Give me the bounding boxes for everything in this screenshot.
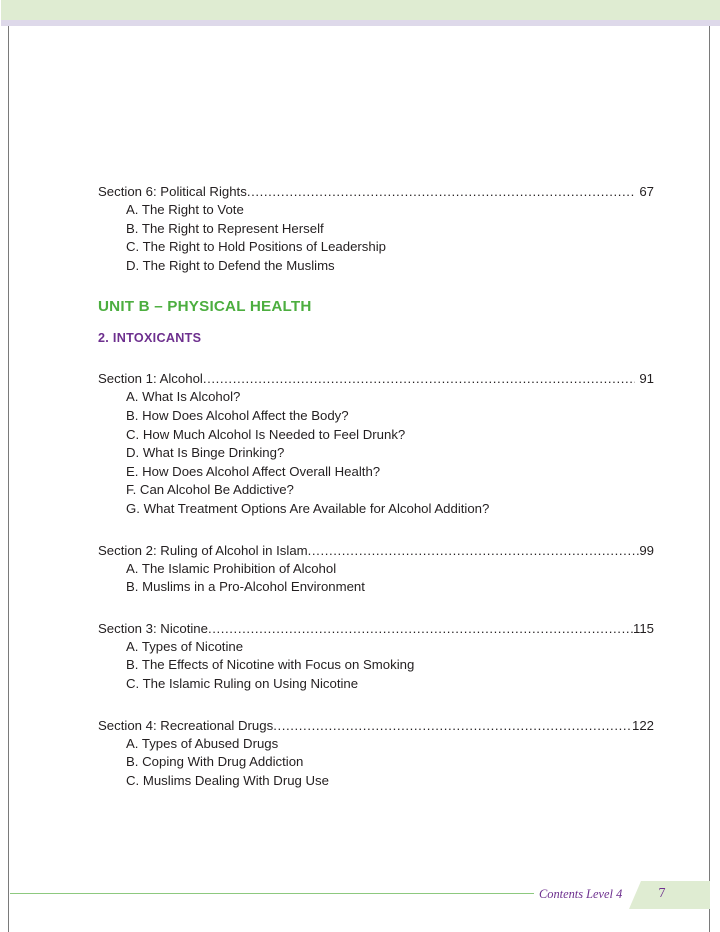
- toc-page-number: 122: [631, 717, 654, 733]
- list-item: B. The Effects of Nicotine with Focus on Smoking: [126, 657, 415, 673]
- spacer: [98, 597, 654, 619]
- list-item: B. Muslims in a Pro-Alcohol Environment: [126, 579, 365, 595]
- toc-page-number: 91: [639, 371, 654, 387]
- dot-leader: [308, 545, 640, 560]
- list-item: E. How Does Alcohol Affect Overall Health?: [126, 463, 381, 479]
- toc-section-title: Section 1: Alcohol: [98, 371, 203, 387]
- toc-entry: [98, 716, 654, 791]
- list-item: A. What Is Alcohol?: [126, 389, 241, 405]
- toc-section-line[interactable]: [98, 182, 654, 201]
- list-item: C. The Islamic Ruling on Using Nicotine: [126, 675, 359, 691]
- list-item: B. The Right to Represent Herself: [126, 220, 324, 236]
- header-green-band: [1, 0, 720, 20]
- dot-leader: [273, 720, 632, 735]
- spacer: [98, 519, 654, 541]
- footer-label: Contents Level 4: [539, 887, 623, 901]
- footer-divider-rule: [10, 893, 534, 894]
- page-footer: [9, 885, 711, 919]
- list-item: B. How Does Alcohol Affect the Body?: [126, 407, 349, 423]
- toc-entry: [98, 182, 654, 275]
- spacer: [98, 694, 654, 716]
- list-item: D. What Is Binge Drinking?: [126, 445, 285, 461]
- chapter-heading: 2. INTOXICANTS: [98, 331, 202, 346]
- toc-section-title: Section 6: Political Rights: [98, 184, 247, 199]
- unit-heading: UNIT B – PHYSICAL HEALTH: [98, 298, 312, 316]
- list-item: C. Muslims Dealing With Drug Use: [126, 772, 329, 788]
- toc-subitem-list: [98, 638, 654, 694]
- toc-section-title: Section 2: Ruling of Alcohol in Islam: [98, 542, 308, 558]
- dot-leader: [203, 373, 635, 388]
- list-item: F. Can Alcohol Be Addictive?: [126, 482, 294, 498]
- list-item: A. The Right to Vote: [126, 202, 244, 217]
- header-lavender-band: [1, 20, 720, 26]
- spacer: [98, 275, 654, 297]
- toc-section-line[interactable]: [98, 369, 654, 388]
- page-frame: [8, 0, 710, 932]
- toc-section-title: Section 4: Recreational Drugs: [98, 717, 274, 733]
- list-item: C. The Right to Hold Positions of Leadership: [126, 239, 386, 255]
- toc-entry: [98, 619, 654, 694]
- toc-subitem-list: [98, 735, 654, 791]
- toc-section-line[interactable]: [98, 619, 654, 638]
- toc-section-line[interactable]: [98, 541, 654, 560]
- toc-subitem-list: [98, 560, 654, 597]
- toc-page-number: 115: [632, 620, 654, 636]
- toc-section-line[interactable]: [98, 716, 654, 735]
- dot-leader: [208, 623, 633, 638]
- toc-section-title: Section 3: Nicotine: [98, 620, 208, 636]
- list-item: C. How Much Alcohol Is Needed to Feel Drunk?: [126, 426, 406, 442]
- toc-entry: [98, 369, 654, 518]
- list-item: B. Coping With Drug Addiction: [126, 754, 304, 770]
- table-of-contents: [98, 182, 654, 790]
- dot-leader: [247, 186, 636, 201]
- spacer: [98, 347, 654, 369]
- toc-subitem-list: [98, 388, 654, 518]
- toc-subitem-list: [98, 201, 654, 275]
- list-item: D. The Right to Defend the Muslims: [126, 257, 335, 273]
- list-item: G. What Treatment Options Are Available for Alcohol Addition?: [126, 500, 490, 516]
- footer-page-number: 7: [658, 886, 666, 901]
- spacer: [98, 317, 654, 329]
- list-item: A. Types of Abused Drugs: [126, 735, 279, 751]
- toc-page-number: 67: [639, 184, 654, 199]
- list-item: A. Types of Nicotine: [126, 638, 244, 654]
- toc-entry: [98, 541, 654, 597]
- toc-page-number: 99: [639, 542, 654, 558]
- list-item: A. The Islamic Prohibition of Alcohol: [126, 560, 337, 576]
